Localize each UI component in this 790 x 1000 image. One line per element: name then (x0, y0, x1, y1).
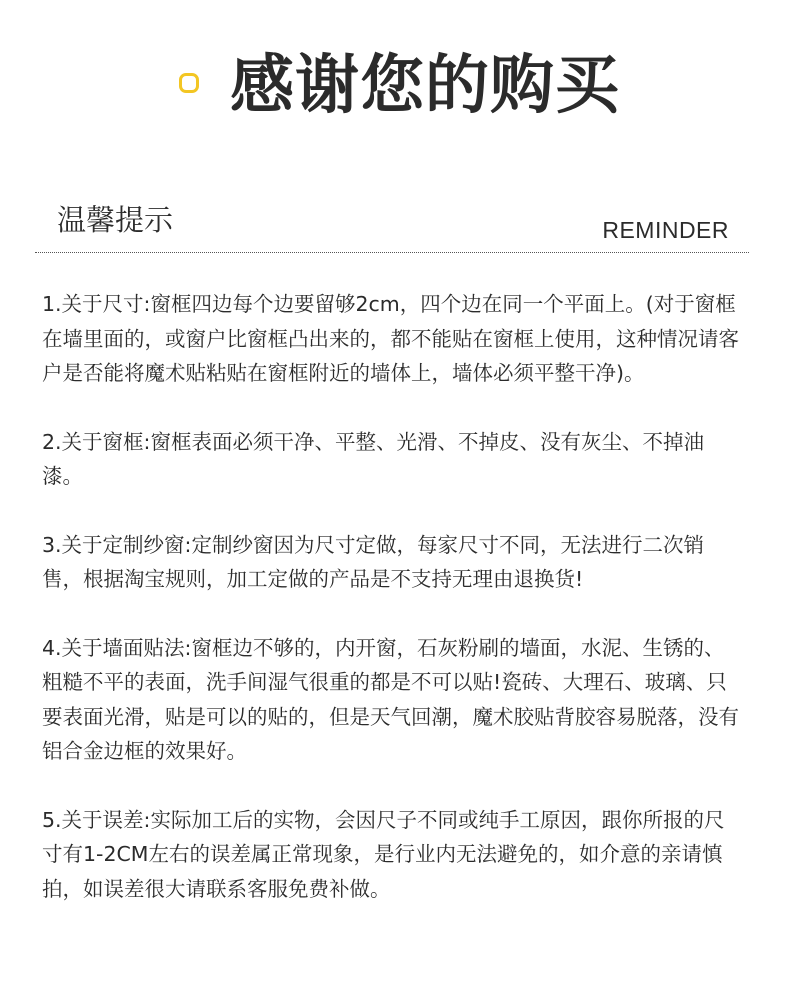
note-wall-mounting: 4.关于墙面贴法:窗框边不够的，内开窗，石灰粉刷的墙面，水泥、生锈的、粗糙不平的表面，洗手间湿气很重的都是不可以贴!瓷砖、大理石、玻璃、只要表面光滑，贴是可以的贴的，但是天气回潮，魔术胶贴背胶容易脱落，没有铝合金边框的效果好。 (42, 635, 739, 763)
thanks-header (0, 45, 790, 135)
note-custom-screen: 3.关于定制纱窗:定制纱窗因为尺寸定做，每家尺寸不同，无法进行二次销售，根据淘宝规则，加工定做的产品是不支持无理由退换货! (42, 532, 704, 591)
note-tolerance: 5.关于误差:实际加工后的实物，会因尺子不同或纯手工原因，跟你所报的尺寸有1-2CM左右的误差属正常现象，是行业内无法避免的，如介意的亲请慎拍，如误差很大请联系客服免费补做。 (42, 807, 725, 901)
ring-icon (179, 73, 199, 93)
page-title: 感谢您的购买 (230, 49, 620, 123)
reminder-en-label: REMINDER (602, 217, 729, 243)
note-size: 1.关于尺寸:窗框四边每个边要留够2cm，四个边在同一个平面上。(对于窗框在墙里面的，或窗户比窗框凸出来的，都不能贴在窗框上使用，这种情况请客户是否能将魔术贴粘贴在窗框附近的墙体上，墙体必须平整干净)。 (42, 292, 739, 385)
note-frame: 2.关于窗框:窗框表面必须干净、平整、光滑、不掉皮、没有灰尘、不掉油漆。 (42, 429, 704, 488)
reminder-title: 温馨提示 (57, 203, 174, 237)
reminder-header (35, 196, 749, 253)
reminder-notes (42, 287, 742, 940)
